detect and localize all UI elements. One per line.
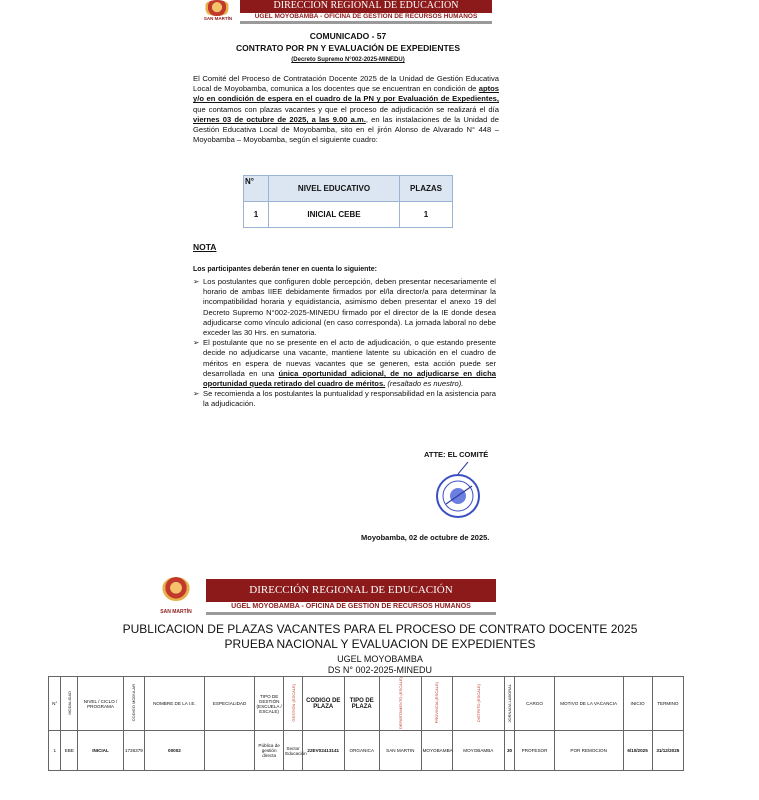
header-band-bottom: DIRECCIÓN REGIONAL DE EDUCACIÓN [206, 579, 496, 602]
t2-cell-nombre: 00002 [144, 731, 204, 771]
t2-cell-tipoplaza: ORGANICA [344, 731, 379, 771]
publication-line-1: PUBLICACION DE PLAZAS VACANTES PARA EL PROCESO DE CONTRATO DOCENTE 2025 [122, 622, 638, 636]
nota-bullet-3-text: Se recomienda a los postulantes la puntualidad y responsabilidad en la asistencia para la adjudicación. [203, 389, 496, 409]
vacancies-table [48, 676, 684, 771]
t1-header-nivel: NIVEL EDUCATIVO [269, 176, 400, 202]
header-band-top: DIRECCIÓN REGIONAL DE EDUCACIÓN [240, 0, 492, 13]
t1-cell-n: 1 [244, 202, 269, 228]
t2-h-motivo: MOTIVO DE LA VACANCIA [554, 677, 623, 731]
t2-h-departamento-text: DEPARTAMENTO (ESCALE) [397, 677, 403, 730]
t2-cell-codplaza: 22EV02413141 [302, 731, 344, 771]
t2-cell-especialidad [205, 731, 255, 771]
t2-h-distrito-text: DISTRITO (ESCALE) [475, 684, 481, 723]
t2-cell-departamento: SAN MARTIN [379, 731, 421, 771]
nota-bullet-2-c: (resaltado es nuestro). [385, 379, 464, 389]
t2-h-modalidad-text: MODALIDAD [66, 691, 72, 715]
header-stripe-top [240, 21, 492, 24]
nota-heading: NOTA [193, 242, 217, 252]
t2-cell-cargo: PROFESOR [515, 731, 555, 771]
t2-cell-distrito: MOYOBAMBA [452, 731, 504, 771]
t2-h-nombre: NOMBRE DE LA I.E. [144, 677, 204, 731]
t2-cell-tipogestion: Pública de gestión directa [255, 731, 284, 771]
header-stripe-bottom [206, 612, 496, 615]
publication-line-4: DS N° 002-2025-MINEDU [327, 665, 433, 675]
t2-cell-inicio: 6/10/2025 [623, 731, 652, 771]
t2-cell-termino: 31/12/2025 [652, 731, 683, 771]
atte-comite: ATTE: EL COMITÉ [424, 450, 489, 459]
t1-header-plazas: PLAZAS [400, 176, 453, 202]
t2-h-tipogestion: TIPO DE GESTIÓN (ESCUELA / ESCALE) [255, 677, 284, 731]
crest-logo-top [203, 0, 231, 16]
comunicado-paragraph [193, 74, 499, 145]
nota-bullet-2-a: El postulante que no se presente en el acto de adjudicación, o que estando presente decide no adjudicarse una vacante, mantiene latente su ubicación en el cuadro de méritos en espera de nuevas vacantes que se generen, esta acción puede ser desarrollada en una [203, 338, 496, 378]
header-subtitle-bottom: UGEL MOYOBAMBA - OFICINA DE GESTIÓN DE RECURSOS HUMANOS [231, 603, 471, 610]
t2-h-cargo: CARGO [515, 677, 555, 731]
t2-cell-n: 1 [49, 731, 61, 771]
nota-bullet-3: ➢ Se recomienda a los postulantes la puntualidad y responsabilidad en la asistencia para la adjudicación. [193, 389, 496, 409]
t2-h-codmod [123, 677, 144, 731]
crest-caption-bottom: SAN MARTÍN [160, 609, 192, 615]
t2-h-termino: TERMINO [652, 677, 683, 731]
t2-h-codplaza: CODIGO DE PLAZA [302, 677, 344, 731]
t2-h-nivel: NIVEL / CICLO / PROGRAMA [78, 677, 124, 731]
p1-part-e: , en las instalaciones de la Unidad de Gestión Educativa Local de Moyobamba, sito en el jirón Alonso de Alvarado N° 448 – Moyobamba – Moyobamba, según el siguiente cuadro: [193, 114, 499, 145]
t2-cell-jornada: 30 [504, 731, 514, 771]
header-subtitle-top: UGEL MOYOBAMBA - OFICINA DE GESTIÓN DE RECURSOS HUMANOS [254, 13, 478, 20]
publication-line-3: UGEL MOYOBAMBA [337, 654, 423, 664]
t2-h-jornada [504, 677, 514, 731]
signature-stamp [428, 460, 488, 520]
t2-h-tipoplaza: TIPO DE PLAZA [344, 677, 379, 731]
nota-bullet-1-text: Los postulantes que configuren doble percepción, deben presentar necesariamente el horario de ambas IIEE debidamente firmados por el/la director/a para determinar la incompatibilidad horaria y equidistancia, asimismo deben presentar el anexo 19 del Decreto Supremo N°002-2025-MINEDU firmado por el director de la IE donde desea adjudicarse como vínculo adicional (en caso corresponda). La jornada laboral no debe exceder las 30 Hrs. en sumatoria. [203, 277, 496, 338]
nota-bullet-1: ➢ Los postulantes que configuren doble percepción, deben presentar necesariamente el horario de ambas IIEE debidamente firmados por el/la director/a para determinar la incompatibilidad horaria y equidistancia, asimismo deben presentar el anexo 19 del Decreto Supremo N°002-2025-MINEDU firmado por el director de la IE donde desea adjudicarse como vínculo adicional (en caso corresponda). La jornada laboral no debe exceder las 30 Hrs. en sumatoria. [193, 277, 496, 338]
crest-caption-top: SAN MARTÍN [203, 16, 233, 21]
plazas-table [243, 175, 453, 228]
t1-cell-plazas: 1 [400, 202, 453, 228]
nota-list [193, 277, 496, 410]
t2-cell-provincia: MOYOBAMBA [421, 731, 452, 771]
t2-cell-codmod: 1736379 [123, 731, 144, 771]
publication-line-2: PRUEBA NACIONAL Y EVALUACION DE EXPEDIENTES [224, 637, 536, 651]
t2-h-codmod-text: CODIGO MODULAR [131, 684, 137, 722]
crest-logo-bottom [162, 577, 190, 601]
t2-h-gestion-text: GESTIÓN (ESCALE) [290, 684, 296, 722]
t2-h-provincia [421, 677, 452, 731]
t2-h-departamento [379, 677, 421, 731]
comunicado-decree: (Decreto Supremo N°002-2025-MINEDU) [291, 57, 405, 63]
p1-part-b: aptos y/o en condición de espera en el cuadro de la PN y por Evaluación de Expedientes, [193, 84, 499, 104]
t2-h-modalidad [61, 677, 78, 731]
p1-part-a: El Comité del Proceso de Contratación Docente 2025 de la Unidad de Gestión Educativa Local de Moyobamba, comunica a los docentes que se encuentran en condición de [193, 74, 499, 94]
nota-bullet-2: ➢ El postulante que no se presente en el acto de adjudicación, o que estando presente decide no adjudicarse una vacante, mantiene latente su ubicación en el cuadro de méritos en espera de nuevas vacantes que se generen, esta acción puede ser desarrollada en una única oportunidad adicional, de no adjudicarse en dicha oportunidad queda retirado del cuadro de méritos. (resaltado es nuestro). [193, 338, 496, 389]
t2-cell-gestion: Sector Educación [284, 731, 303, 771]
nota-bullet-2-b: única oportunidad adicional, de no adjudicarse en dicha oportunidad queda retirado del cuadro de méritos. [203, 368, 496, 389]
t2-h-especialidad: ESPECIALIDAD [205, 677, 255, 731]
t1-header-n: N° [244, 176, 269, 202]
t2-h-distrito [452, 677, 504, 731]
t2-h-gestion [284, 677, 303, 731]
t2-h-n: N° [49, 677, 61, 731]
t2-h-provincia-text: PROVINCIA (ESCALE) [434, 682, 440, 724]
signature-date: Moyobamba, 02 de octubre de 2025. [361, 533, 490, 542]
p1-part-d: viernes 03 de octubre de 2025, a las 9.00 a.m. [193, 114, 366, 124]
t2-h-inicio: INICIO [623, 677, 652, 731]
comunicado-number: COMUNICADO - 57 [309, 31, 387, 41]
t2-h-jornada-text: JORNADA LABORAL [507, 683, 513, 723]
comunicado-title: CONTRATO POR PN Y EVALUACIÓN DE EXPEDIENTES [235, 43, 461, 53]
t2-cell-motivo: POR REMOCION [554, 731, 623, 771]
t2-cell-nivel: INICIAL [78, 731, 124, 771]
t2-cell-modalidad: EBE [61, 731, 78, 771]
t1-cell-nivel: INICIAL CEBE [269, 202, 400, 228]
p1-part-c: que contamos con plazas vacantes y que el proceso de adjudicación se realizará el día [193, 104, 499, 114]
nota-intro: Los participantes deberán tener en cuenta lo siguiente: [193, 266, 377, 273]
